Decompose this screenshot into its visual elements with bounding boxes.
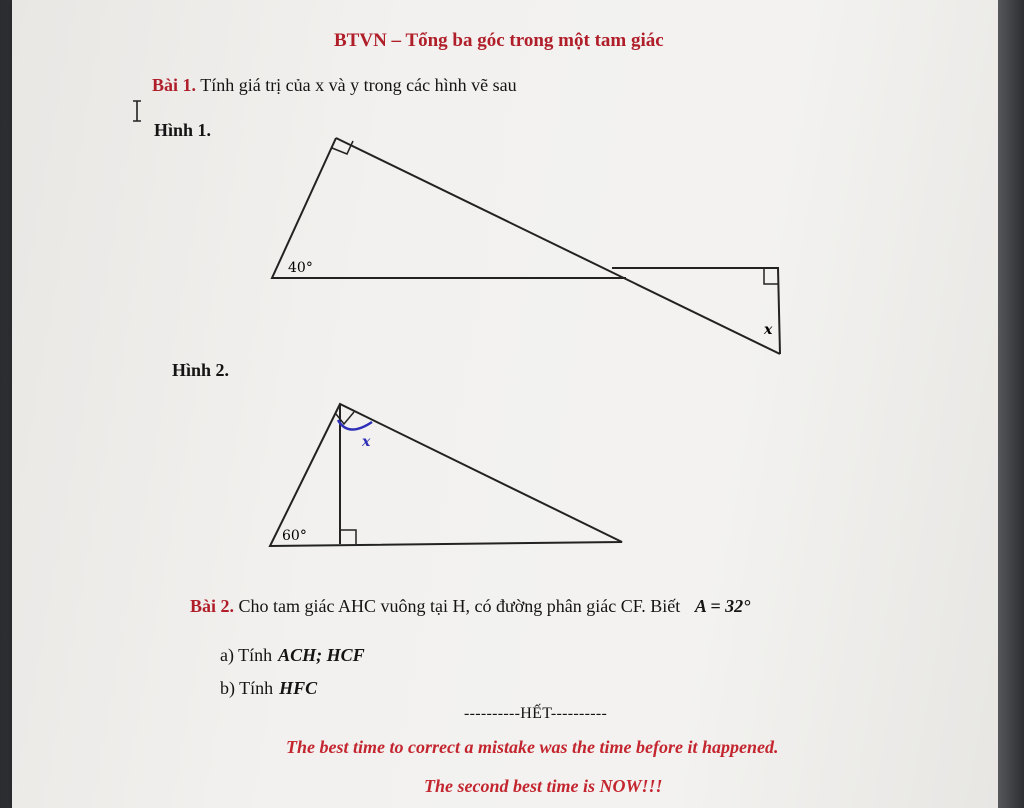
figure-1-angle-label: 40° (288, 260, 313, 276)
exercise-1-heading (152, 75, 517, 96)
figure-1-right-angle-bottom (764, 268, 778, 284)
exercise-2-given-angle: A = 32° (694, 596, 751, 616)
figure-2-unknown-label: x (362, 434, 371, 450)
item-b-prefix: b) Tính (220, 678, 274, 698)
figure-1-hypotenuse (336, 138, 780, 354)
exercise-2-heading (190, 596, 750, 617)
figure-1-triangle-left (272, 138, 626, 278)
figure-1-right-angle-top (332, 141, 353, 154)
screen-bezel-right (998, 0, 1024, 808)
figure-1-label: Hình 1. (154, 120, 212, 140)
item-b-math: HFC (279, 678, 318, 698)
exercise-1-text: Tính giá trị của x và y trong các hình vẽ sau (200, 75, 517, 95)
exercise-2-text: Cho tam giác AHC vuông tại H, có đường phân giác CF. Biết (238, 596, 681, 616)
document-page (12, 0, 1004, 808)
motivational-quote-1: The best time to correct a mistake was the time before it happened. (286, 737, 779, 757)
figure-2-triangle (270, 404, 622, 546)
item-a-prefix: a) Tính (220, 645, 273, 665)
figure-1-unknown-label: x (764, 322, 773, 338)
figure-2-diagram (262, 400, 642, 560)
figure-2-right-angle-foot (340, 530, 356, 544)
text-cursor-icon (130, 100, 144, 122)
figure-2-angle-label: 60° (282, 528, 307, 544)
exercise-2-item-a (220, 645, 365, 666)
end-marker: ----------HẾT---------- (464, 705, 608, 722)
exercise-2-label: Bài 2. (190, 596, 235, 616)
item-a-math: ACH; HCF (278, 645, 365, 665)
figure-2-label: Hình 2. (172, 360, 230, 380)
motivational-quote-2: The second best time is NOW!!! (424, 776, 663, 796)
exercise-1-label: Bài 1. (152, 75, 197, 95)
figure-2-angle-arc (338, 420, 372, 430)
exercise-2-item-b (220, 678, 317, 699)
figure-1-diagram (252, 128, 812, 368)
document-title: BTVN – Tổng ba góc trong một tam giác (334, 30, 664, 51)
